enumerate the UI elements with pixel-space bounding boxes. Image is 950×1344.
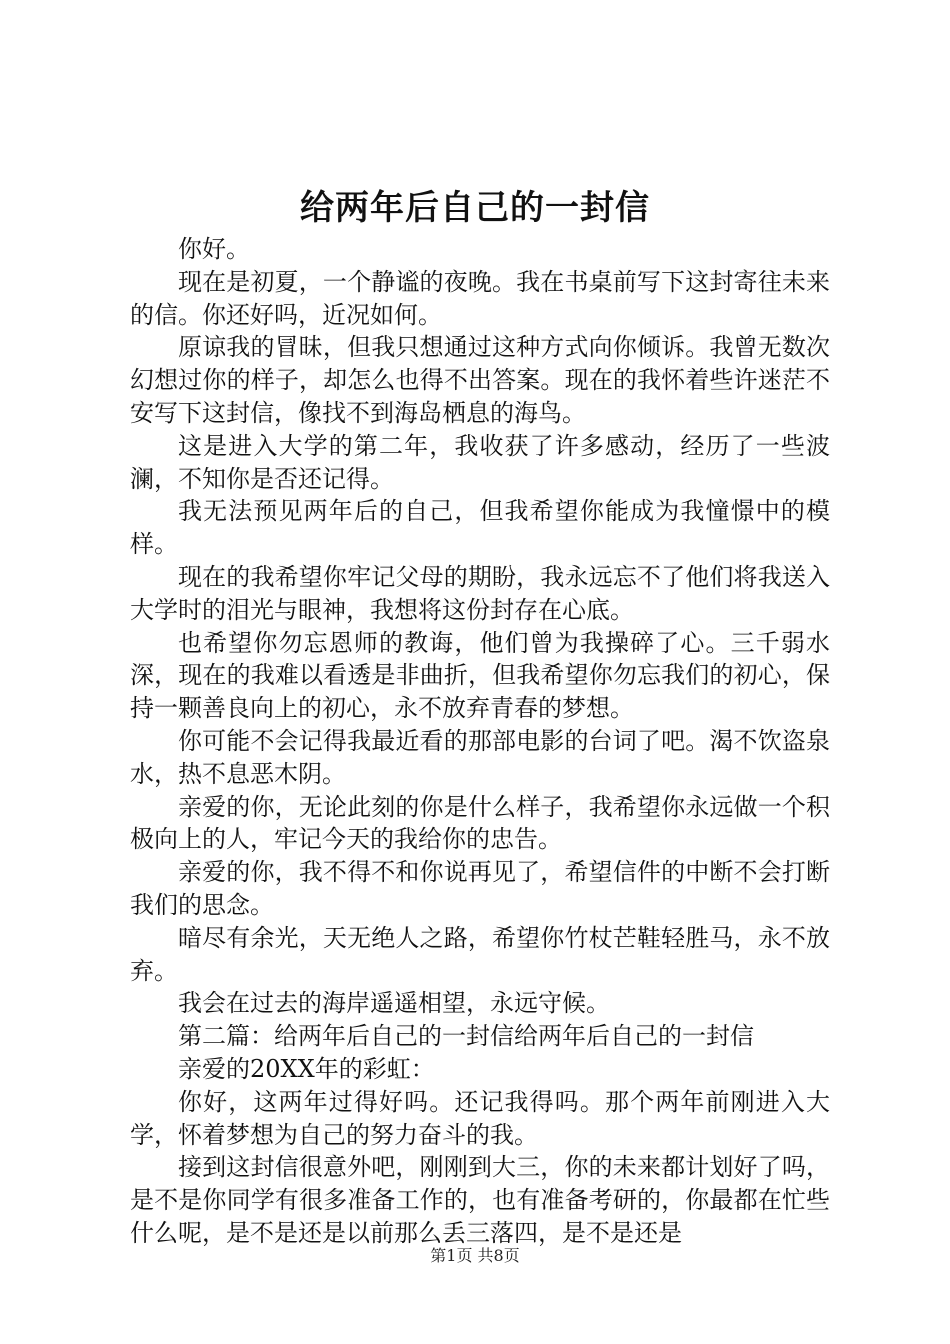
paragraph: 原谅我的冒昧，但我只想通过这种方式向你倾诉。我曾无数次幻想过你的样子，却怎么也得不出答案。现在的我怀着些许迷茫不安写下这封信，像找不到海岛栖息的海鸟。	[130, 333, 830, 427]
section-heading: 第二篇：给两年后自己的一封信给两年后自己的一封信	[178, 1022, 754, 1051]
paragraph: 接到这封信很意外吧，刚刚到大三，你的未来都计划好了吗，是不是你同学有很多准备工作的，也有准备考研的，你最都在忙些什么呢，是不是还是以前那么丢三落四，是不是还是	[130, 1153, 830, 1247]
paragraph: 现在的我希望你牢记父母的期盼，我永远忘不了他们将我送入大学时的泪光与眼神，我想将这份封存在心底。	[130, 562, 830, 624]
paragraph: 亲爱的你，无论此刻的你是什么样子，我希望你永远做一个积极向上的人，牢记今天的我给你的忠告。	[130, 792, 830, 854]
document-body	[130, 233, 830, 1250]
paragraph: 这是进入大学的第二年，我收获了许多感动，经历了一些波澜，不知你是否还记得。	[130, 431, 830, 493]
paragraph: 你好，这两年过得好吗。还记我得吗。那个两年前刚进入大学，怀着梦想为自己的努力奋斗的我。	[130, 1087, 830, 1149]
salutation: 亲爱的20XX年的彩虹：	[178, 1054, 435, 1083]
paragraph: 亲爱的你，我不得不和你说再见了，希望信件的中断不会打断我们的思念。	[130, 858, 830, 919]
paragraph: 我会在过去的海岸遥遥相望，永远守候。	[178, 989, 610, 1018]
paragraph: 暗尽有余光，天无绝人之路，希望你竹杖芒鞋轻胜马，永不放弃。	[130, 923, 830, 985]
paragraph: 也希望你勿忘恩师的教诲，他们曾为我操碎了心。三千弱水深，现在的我难以看透是非曲折，但我希望你勿忘我们的初心，保持一颗善良向上的初心，永不放弃青春的梦想。	[130, 628, 830, 723]
paragraph: 现在是初夏，一个静谧的夜晚。我在书桌前写下这封寄往未来的信。你还好吗，近况如何。	[130, 267, 830, 329]
page-footer: 第1页 共8页	[430, 1246, 520, 1265]
paragraph: 你可能不会记得我最近看的那部电影的台词了吧。渴不饮盗泉水，热不息恶木阴。	[130, 726, 830, 788]
paragraph: 你好。	[178, 235, 250, 263]
paragraph: 我无法预见两年后的自己，但我希望你能成为我憧憬中的模样。	[130, 497, 830, 559]
document-title: 给两年后自己的一封信	[300, 188, 650, 228]
